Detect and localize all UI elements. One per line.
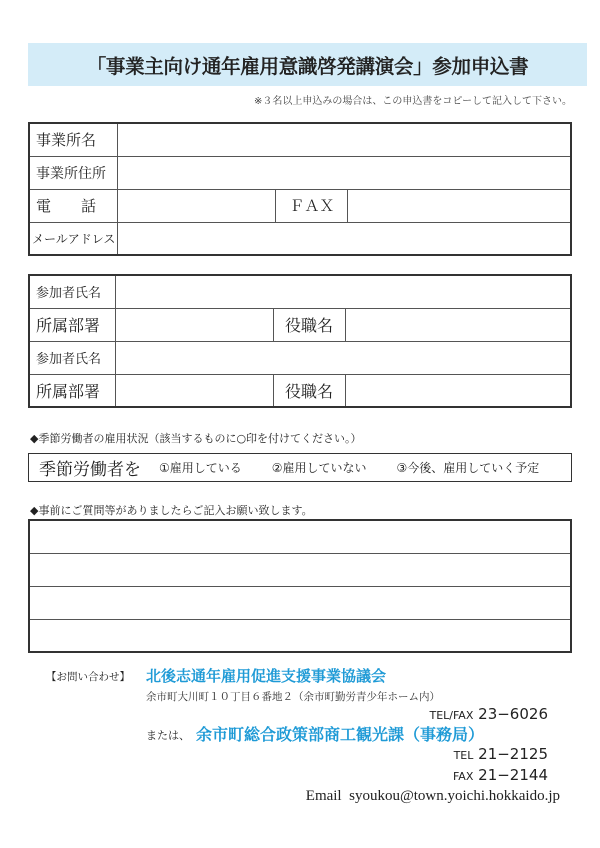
contact-email[interactable]: Email syoukou@town.yoichi.hokkaido.jp <box>305 788 560 804</box>
position-field[interactable] <box>345 374 571 407</box>
label-position: 役職名 <box>273 308 345 341</box>
seasonal-heading: ◆季節労働者の雇用状況（該当するものに○印を付けてください。） <box>30 432 362 445</box>
question-line[interactable] <box>29 520 571 553</box>
label-company-address: 事業所住所 <box>29 156 118 189</box>
fax-field[interactable] <box>348 189 571 222</box>
label-position: 役職名 <box>273 374 345 407</box>
telfax-label: TEL/FAX <box>429 709 474 722</box>
option-plan-to-employ[interactable]: ③今後、雇用していく予定 <box>396 461 540 475</box>
questions-heading: ◆事前にご質問等がありましたらご記入お願い致します。 <box>30 504 313 517</box>
or-text: または、 <box>146 729 190 742</box>
page-title: 「事業主向け通年雇用意識啓発講演会」参加申込書 <box>28 43 587 86</box>
phone-field[interactable] <box>118 189 276 222</box>
telfax-line <box>429 705 548 723</box>
participant-name-field[interactable] <box>115 341 571 374</box>
fax-line <box>453 766 548 784</box>
tel-number: 21−2125 <box>478 745 548 763</box>
company-table <box>28 122 572 256</box>
label-phone: 電 話 <box>29 189 118 222</box>
label-company-name: 事業所名 <box>29 123 118 156</box>
seasonal-lead: 季節労働者を <box>39 460 141 480</box>
question-line[interactable] <box>29 586 571 619</box>
question-line[interactable] <box>29 619 571 652</box>
label-department: 所属部署 <box>29 374 115 407</box>
label-department: 所属部署 <box>29 308 115 341</box>
company-name-field[interactable] <box>118 123 571 156</box>
fax-number: 21−2144 <box>478 766 548 784</box>
tel-label: TEL <box>453 749 474 762</box>
org-secretariat: 余市町総合政策部商工観光課（事務局） <box>196 725 485 744</box>
participants-table <box>28 274 572 408</box>
participant-name-field[interactable] <box>115 275 571 308</box>
org-primary: 北後志通年雇用促進支援事業協議会 <box>146 667 387 685</box>
label-fax: ＦＡＸ <box>276 189 348 222</box>
org-address: 余市町大川町１０丁目６番地２（余市町勤労青少年ホーム内） <box>146 691 440 703</box>
contact-label: 【お問い合わせ】 <box>46 671 130 683</box>
label-participant-name: 参加者氏名 <box>29 341 115 374</box>
option-not-employing[interactable]: ②雇用していない <box>271 461 367 475</box>
department-field[interactable] <box>115 308 273 341</box>
tel-line <box>454 745 548 763</box>
department-field[interactable] <box>115 374 273 407</box>
email-field[interactable] <box>118 222 571 255</box>
position-field[interactable] <box>345 308 571 341</box>
fax-label: FAX <box>452 770 474 783</box>
question-line[interactable] <box>29 553 571 586</box>
option-employing[interactable]: ①雇用している <box>159 461 242 475</box>
label-participant-name: 参加者氏名 <box>29 275 115 308</box>
label-email: メールアドレス <box>29 222 118 255</box>
company-address-field[interactable] <box>118 156 571 189</box>
seasonal-box <box>28 453 572 482</box>
telfax-number: 23−6026 <box>478 705 548 723</box>
copy-note: ※３名以上申込みの場合は、この申込書をコピーして記入して下さい。 <box>254 96 572 107</box>
questions-table <box>28 519 572 653</box>
